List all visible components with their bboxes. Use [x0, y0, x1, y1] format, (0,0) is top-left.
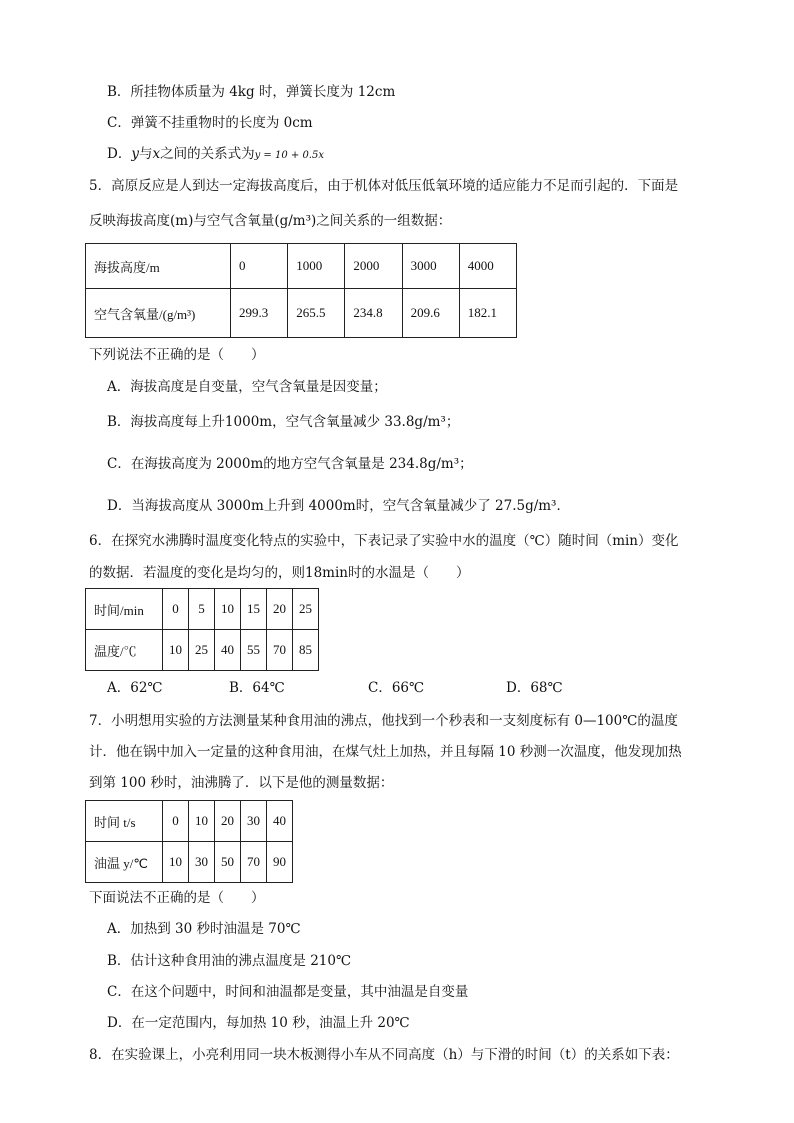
q7-table-cell: 70: [241, 842, 267, 883]
q5-table-cell: 0: [231, 244, 288, 289]
q7-stem-line1: 7．小明想用实验的方法测量某种食用油的沸点，他找到一个秒表和一支刻度标有 0—100℃的温度: [89, 713, 678, 729]
q6-table-cell: 5: [189, 589, 215, 630]
q4-option-d-text: 之间的关系式为: [160, 146, 255, 162]
q4-formula: y = 10 + 0.5x: [254, 150, 324, 161]
q7-option-b: B．估计这种食用油的沸点温度是 210℃: [107, 953, 352, 969]
q6-table: [85, 588, 319, 671]
q7-table-row1-header: 时间 t/s: [86, 801, 163, 842]
var-y: y: [131, 146, 139, 162]
q5-option-d: D．当海拔高度从 3000m上升到 4000m时，空气含氧量减少了 27.5g/m³．: [107, 498, 570, 514]
q7-table-cell: 20: [215, 801, 241, 842]
q6-option-d: D．68℃: [506, 680, 563, 696]
q6-table-cell: 85: [293, 630, 319, 671]
q7-table-cell: 0: [163, 801, 189, 842]
q4-option-b: B．所挂物体质量为 4kg 时，弹簧长度为 12cm: [107, 84, 396, 100]
q7-table-cell: 50: [215, 842, 241, 883]
q6-table-cell: 25: [189, 630, 215, 671]
q4-option-c: C．弹簧不挂重物时的长度为 0cm: [107, 115, 313, 131]
q7-option-d: D．在一定范围内，每加热 10 秒，油温上升 20℃: [107, 1015, 410, 1031]
q6-table-cell: 40: [215, 630, 241, 671]
q5-table-row1-header: 海拔高度/m: [86, 244, 231, 289]
q7-table-cell: 30: [241, 801, 267, 842]
q6-table-row1-header: 时间/min: [86, 589, 163, 630]
q6-table-cell: 20: [267, 589, 293, 630]
q5-table-cell: 182.1: [459, 289, 516, 338]
q6-option-b: B．64℃: [229, 680, 285, 696]
q5-table: [85, 243, 517, 338]
q8-stem-line1: 8．在实验课上，小亮利用同一块木板测得小车从不同高度（h）与下滑的时间（t）的关系如下表：: [89, 1047, 679, 1063]
q6-stem-line1: 6．在探究水沸腾时温度变化特点的实验中，下表记录了实验中水的温度（℃）随时间（min）变化: [89, 533, 679, 549]
q5-stem-line1: 5．高原反应是人到达一定海拔高度后，由于机体对低压低氧环境的适应能力不足而引起的．下面是: [89, 178, 679, 194]
q7-table-cell: 30: [189, 842, 215, 883]
q7-prompt: 下面说法不正确的是（ ）: [89, 890, 265, 906]
q7-table-cell: 90: [267, 842, 293, 883]
q5-table-cell: 4000: [459, 244, 516, 289]
q6-table-cell: 70: [267, 630, 293, 671]
q5-table-row2-header: 空气含氧量/(g/m³): [86, 289, 231, 338]
q7-stem-line3: 到第 100 秒时，油沸腾了．以下是他的测量数据：: [89, 775, 394, 791]
q5-table-cell: 299.3: [231, 289, 288, 338]
q5-stem-line2: 反映海拔高度(m)与空气含氧量(g/m³)之间关系的一组数据：: [89, 213, 452, 229]
q5-table-cell: 1000: [288, 244, 345, 289]
q5-option-c: C．在海拔高度为 2000m的地方空气含氧量是 234.8g/m³；: [107, 456, 473, 472]
q7-option-a: A．加热到 30 秒时油温是 70℃: [107, 921, 301, 937]
q5-table-cell: 3000: [402, 244, 459, 289]
q6-table-cell: 15: [241, 589, 267, 630]
q6-table-cell: 10: [215, 589, 241, 630]
q7-table-cell: 10: [189, 801, 215, 842]
q5-table-cell: 209.6: [402, 289, 459, 338]
q7-table-row2-header: 油温 y/℃: [86, 842, 163, 883]
q4-option-d-conj: 与: [138, 146, 153, 162]
var-x: x: [152, 146, 161, 162]
q7-stem-line2: 计．他在锅中加入一定量的这种食用油，在煤气灶上加热，并且每隔 10 秒测一次温度，他发现加热: [89, 744, 682, 760]
q7-option-c: C．在这个问题中，时间和油温都是变量，其中油温是自变量: [107, 984, 469, 1000]
q6-stem-line2: 的数据．若温度的变化是均匀的，则18min时的水温是（ ）: [89, 565, 470, 581]
q6-table-cell: 0: [163, 589, 189, 630]
q5-table-cell: 265.5: [288, 289, 345, 338]
q7-table-cell: 40: [267, 801, 293, 842]
q6-table-cell: 10: [163, 630, 189, 671]
q5-prompt: 下列说法不正确的是（ ）: [89, 347, 265, 363]
q5-option-a: A．海拔高度是自变量，空气含氧量是因变量；: [107, 379, 387, 395]
q7-table: [85, 800, 293, 883]
q6-table-cell: 25: [293, 589, 319, 630]
q7-table-cell: 10: [163, 842, 189, 883]
q6-table-cell: 55: [241, 630, 267, 671]
q6-option-a: A．62℃: [107, 680, 163, 696]
q6-table-row2-header: 温度/℃: [86, 630, 163, 671]
q4-option-d-prefix: D．: [107, 146, 132, 162]
q5-table-cell: 2000: [345, 244, 402, 289]
q4-option-d: [107, 144, 324, 166]
q5-table-cell: 234.8: [345, 289, 402, 338]
q5-option-b: B．海拔高度每上升1000m，空气含氧量减少 33.8g/m³；: [107, 414, 460, 430]
q6-option-c: C．66℃: [368, 680, 425, 696]
